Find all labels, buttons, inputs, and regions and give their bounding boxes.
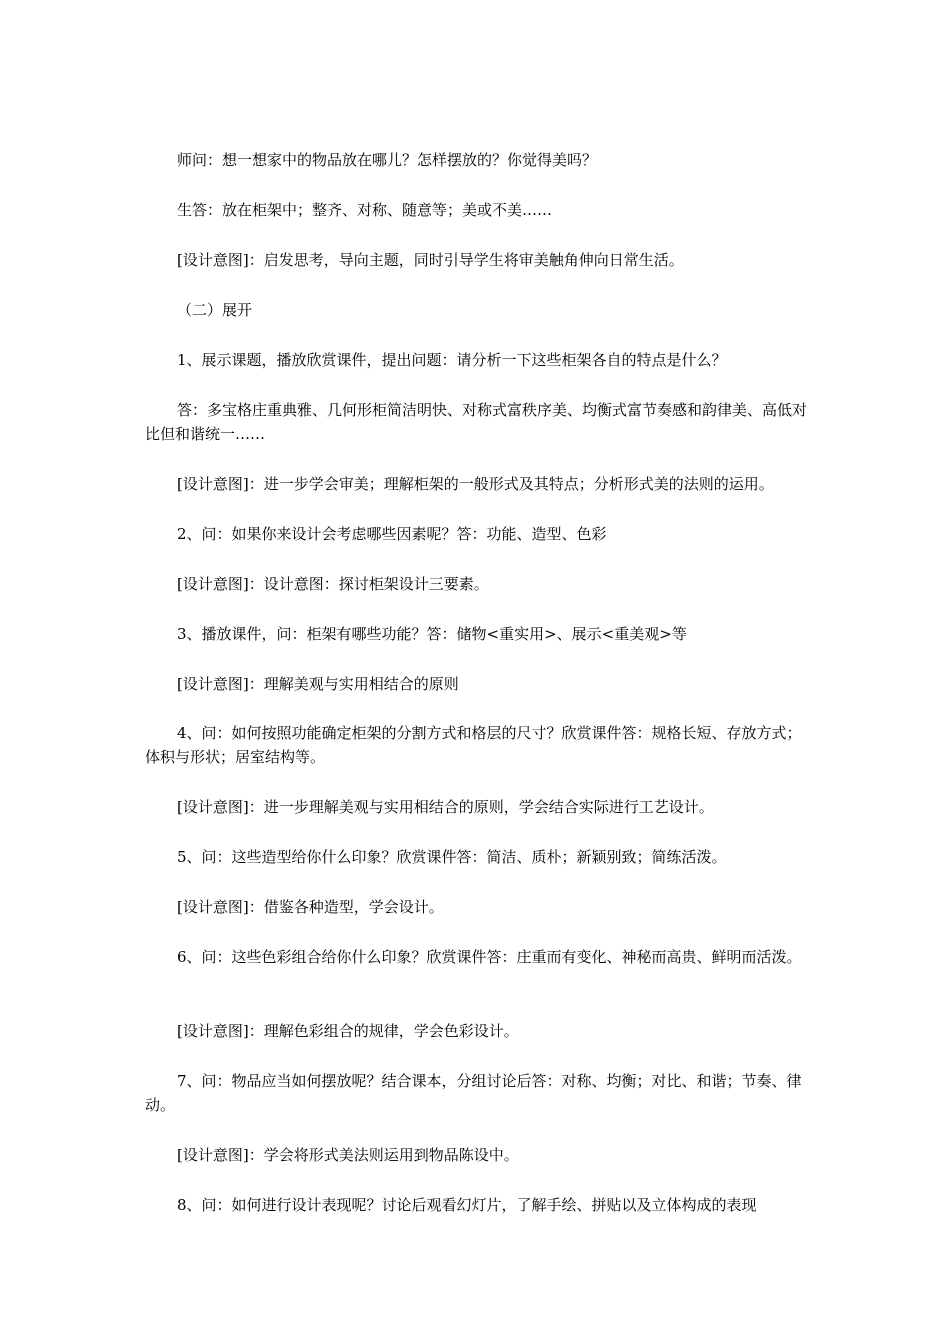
- paragraph-design-intent: [设计意图]：学会将形式美法则运用到物品陈设中。: [177, 1146, 519, 1164]
- paragraph-design-intent: [设计意图]：启发思考，导向主题，同时引导学生将审美触角伸向日常生活。: [177, 251, 684, 269]
- paragraph-design-intent: [设计意图]：理解美观与实用相结合的原则: [177, 675, 459, 693]
- paragraph-design-intent: [设计意图]：借鉴各种造型，学会设计。: [177, 898, 444, 916]
- paragraph-item-7: 7、问：物品应当如何摆放呢？结合课本，分组讨论后答：对称、均衡；对比、和谐；节奏、律动。: [145, 1072, 802, 1114]
- paragraph-item-6: 6、问：这些色彩组合给你什么印象？欣赏课件答：庄重而有变化、神秘而高贵、鲜明而活泼。: [177, 948, 802, 966]
- paragraph-item-3: 3、播放课件，问：柜架有哪些功能？答：储物<重实用>、展示<重美观>等: [177, 625, 687, 643]
- paragraph-design-intent: [设计意图]：理解色彩组合的规律，学会色彩设计。: [177, 1022, 519, 1040]
- section-heading-expand: （二）展开: [177, 301, 253, 319]
- paragraph-answer-1: 答：多宝格庄重典雅、几何形柜简洁明快、对称式富秩序美、均衡式富节奏感和韵律美、高低对比但和谐统一……: [145, 401, 808, 443]
- paragraph-student-answer: 生答：放在柜架中；整齐、对称、随意等；美或不美……: [177, 201, 553, 219]
- paragraph-design-intent: [设计意图]：进一步学会审美；理解柜架的一般形式及其特点；分析形式美的法则的运用。: [177, 475, 774, 493]
- paragraph-item-1: 1、展示课题，播放欣赏课件，提出问题：请分析一下这些柜架各自的特点是什么？: [177, 351, 727, 369]
- paragraph-item-8: 8、问：如何进行设计表现呢？讨论后观看幻灯片，了解手绘、拼贴以及立体构成的表现: [177, 1196, 757, 1214]
- paragraph-item-2: 2、问：如果你来设计会考虑哪些因素呢？答：功能、造型、色彩: [177, 525, 607, 543]
- paragraph-item-4: 4、问：如何按照功能确定柜架的分割方式和格层的尺寸？欣赏课件答：规格长短、存放方式；体积与形状；居室结构等。: [145, 724, 802, 766]
- paragraph-item-5: 5、问：这些造型给你什么印象？欣赏课件答：简洁、质朴；新颖别致；简练活泼。: [177, 848, 727, 866]
- paragraph-design-intent: [设计意图]：设计意图：探讨柜架设计三要素。: [177, 575, 489, 593]
- paragraph-teacher-question: 师问：想一想家中的物品放在哪儿？怎样摆放的？你觉得美吗？: [177, 151, 598, 169]
- paragraph-design-intent: [设计意图]：进一步理解美观与实用相结合的原则，学会结合实际进行工艺设计。: [177, 798, 714, 816]
